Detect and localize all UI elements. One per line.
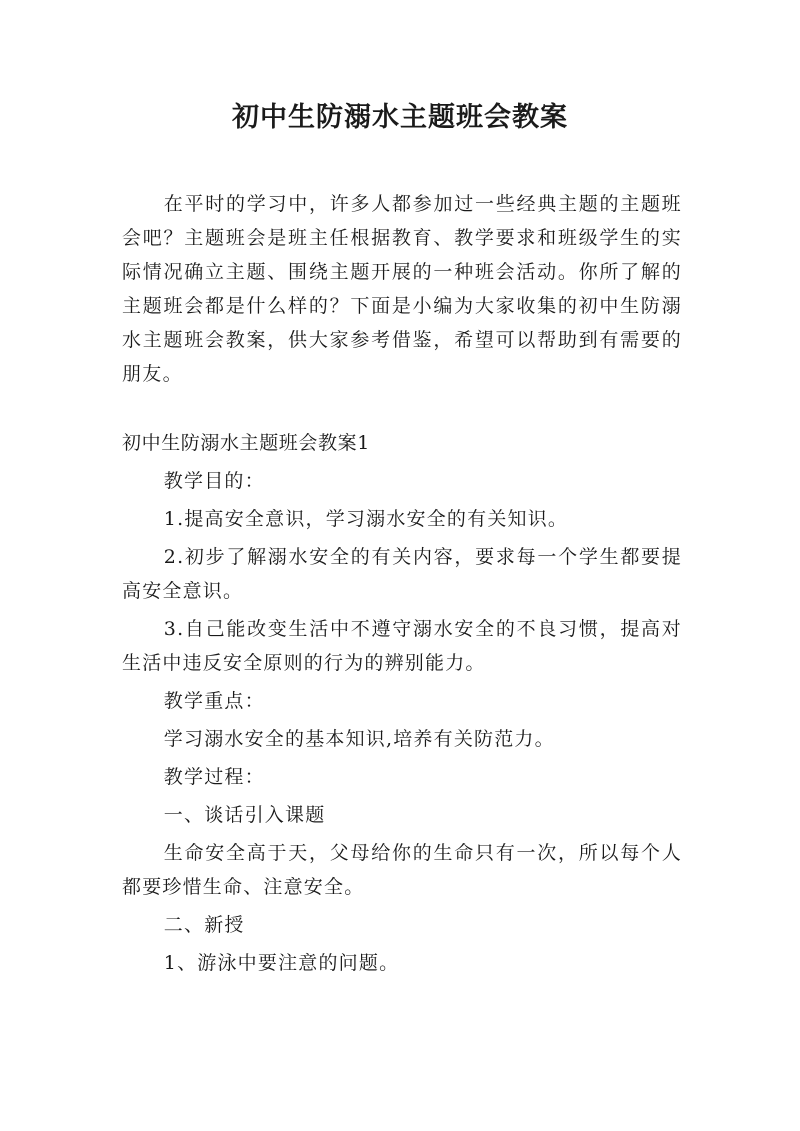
section-heading: 初中生防溺水主题班会教案1 bbox=[122, 432, 370, 454]
document-title: 初中生防溺水主题班会教案 bbox=[232, 102, 568, 133]
paragraph-goal-1: 1.提高安全意识，学习溺水安全的有关知识。 bbox=[163, 508, 569, 530]
paragraph-step-2-heading: 二、新授 bbox=[163, 914, 245, 936]
paragraph-key-points: 学习溺水安全的基本知识,培养有关防范力。 bbox=[163, 728, 555, 750]
paragraph-goal-2: 2.初步了解溺水安全的有关内容，要求每一个学生都要提高安全意识。 bbox=[122, 546, 682, 602]
paragraph-step-1-text: 生命安全高于天，父母给你的生命只有一次，所以每个人都要珍惜生命、注意安全。 bbox=[122, 842, 682, 898]
paragraph-swimming-issues: 1、游泳中要注意的问题。 bbox=[163, 952, 400, 974]
paragraph-goal-3: 3.自己能改变生活中不遵守溺水安全的不良习惯，提高对生活中违反安全原则的行为的辨别能力。 bbox=[122, 618, 682, 674]
paragraph-key-points-label: 教学重点： bbox=[163, 690, 265, 712]
paragraph-teaching-goal-label: 教学目的： bbox=[163, 470, 265, 492]
paragraph-process-label: 教学过程： bbox=[163, 766, 265, 788]
paragraph-step-1-heading: 一、谈话引入课题 bbox=[163, 804, 326, 826]
document-body bbox=[122, 187, 682, 980]
intro-paragraph: 在平时的学习中，许多人都参加过一些经典主题的主题班会吧？主题班会是班主任根据教育、教学要求和班级学生的实际情况确立主题、围绕主题开展的一种班会活动。你所了解的主题班会都是什么样的？下面是小编为大家收集的初中生防溺水主题班会教案，供大家参考借鉴，希望可以帮助到有需要的朋友。 bbox=[122, 193, 682, 385]
